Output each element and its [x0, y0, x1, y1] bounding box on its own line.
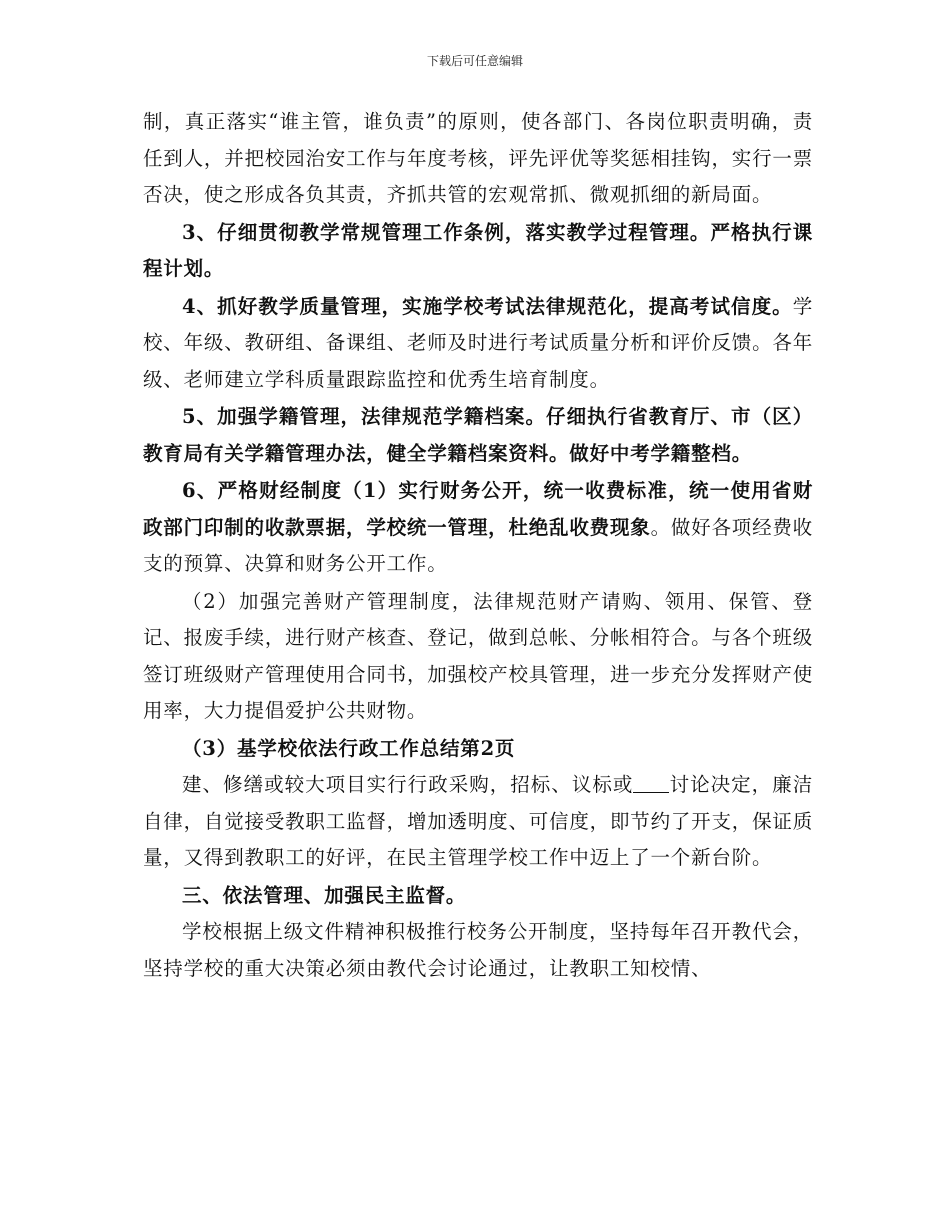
paragraph-school-affairs: 学校根据上级文件精神积极推行校务公开制度，坚持每年召开教代会，坚持学校的重大决策必须由教代会讨论通过，让教职工知校情、	[143, 920, 813, 980]
paragraph-page-marker: （3）基学校依法行政工作总结第2页	[182, 736, 516, 760]
paragraph-finance	[143, 473, 813, 583]
paragraph-finance-body: 。做好各项经费收支的预算、决算和财务公开工作。	[143, 515, 813, 575]
paragraph-teaching-quality-body: 学校、年级、教研组、备课组、老师及时进行考试质量分析和评价反馈。各年级、老师建立学科质量跟踪监控和优秀生培育制度。	[143, 294, 813, 391]
section-heading-democratic-supervision: 三、依法管理、加强民主监督。	[182, 883, 467, 907]
paragraph-finance-heading: 6、严格财经制度（1）实行财务公开，统一收费标准，统一使用省财政部门印制的收款票据，学校统一管理，杜绝乱收费现象	[143, 479, 813, 539]
paragraph-responsibility: 制，真正落实“谁主管，谁负责”的原则，使各部门、各岗位职责明确，责任到人，并把校园治安工作与年度考核，评先评优等奖惩相挂钩，实行一票否决，使之形成各负其责，齐抓共管的宏观常抓、微观抓细的新局面。	[143, 110, 813, 206]
paragraph-student-records: 5、加强学籍管理，法律规范学籍档案。仔细执行省教育厅、市（区）教育局有关学籍管理办法，健全学籍档案资料。做好中考学籍整档。	[143, 405, 813, 465]
paragraph-procurement	[143, 767, 813, 877]
blank-underline	[633, 774, 669, 793]
paragraph-procurement-rest: 讨论决定，廉洁自律，自觉接受教职工监督，增加透明度、可信度，即节约了开支，保证质量，又得到教职工的好评，在民主管理学校工作中迈上了一个新台阶。	[143, 773, 813, 869]
paragraph-property: （2）加强完善财产管理制度，法律规范财产请购、领用、保管、登记、报废手续，进行财产核查、登记，做到总帐、分帐相符合。与各个班级签订班级财产管理使用合同书，加强校产校具管理，进一步充分发挥财产使用率，大力提倡爱护公共财物。	[143, 589, 813, 722]
paragraph-teaching-routine: 3、仔细贯彻教学常规管理工作条例，落实教学过程管理。严格执行课程计划。	[143, 220, 813, 280]
page-header: 下载后可任意编辑	[426, 54, 523, 68]
paragraph-teaching-quality	[143, 289, 813, 399]
document-body	[143, 104, 813, 987]
paragraph-teaching-quality-heading: 4、抓好教学质量管理，实施学校考试法律规范化，提高考试信度。	[182, 294, 793, 318]
paragraph-procurement-start: 建、修缮或较大项目实行行政采购，招标、议标或	[182, 773, 634, 796]
